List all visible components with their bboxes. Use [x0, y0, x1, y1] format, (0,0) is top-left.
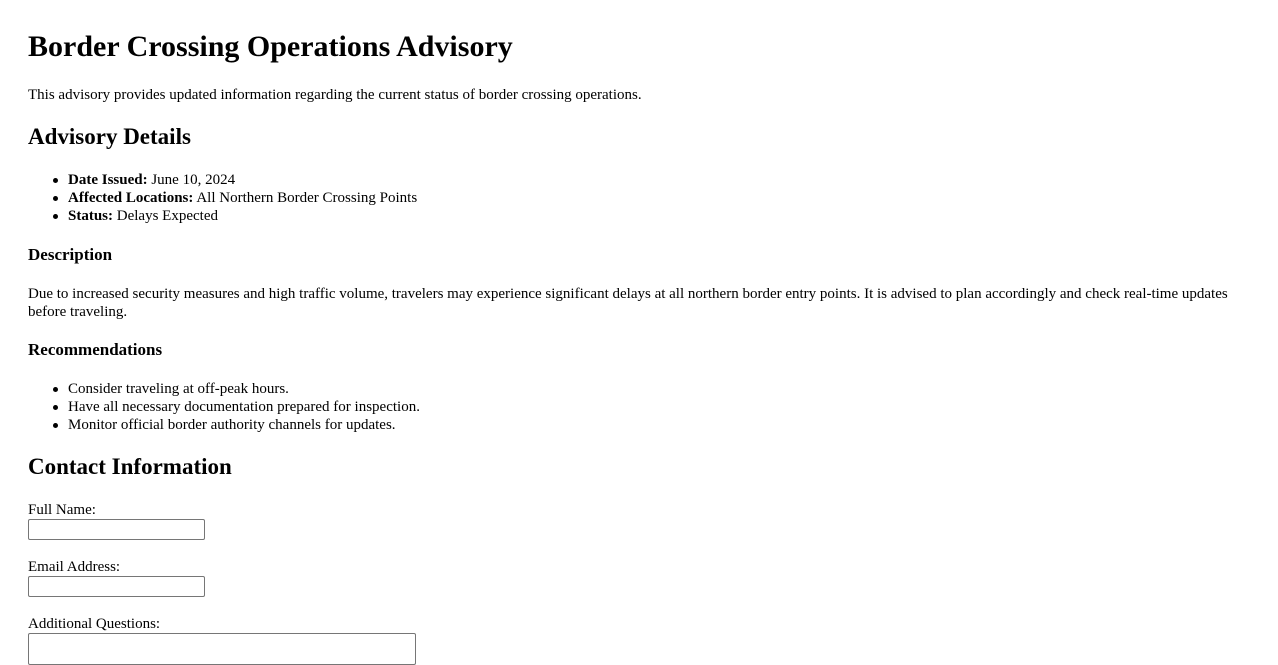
detail-value: All Northern Border Crossing Points	[196, 190, 418, 206]
bullet-icon	[53, 387, 58, 392]
contact-information-heading: Contact Information	[28, 454, 232, 479]
description-text: Due to increased security measures and high traffic volume, travelers may experience significant delays at all northern border entry points. It is advised to plan accordingly and check real-time updates before traveling.	[28, 286, 1228, 320]
detail-item-status	[68, 207, 417, 225]
detail-value: June 10, 2024	[151, 172, 236, 188]
recommendation-item	[68, 380, 420, 398]
detail-item-date-issued	[68, 171, 417, 189]
detail-label: Date Issued:	[68, 172, 148, 188]
bullet-icon	[53, 178, 58, 183]
intro-text: This advisory provides updated information regarding the current status of border crossing operations.	[28, 87, 642, 103]
recommendation-text: Have all necessary documentation prepared for inspection.	[68, 399, 420, 415]
advisory-details-list	[28, 171, 417, 225]
additional-questions-textarea[interactable]	[28, 633, 416, 665]
detail-value: Delays Expected	[116, 208, 218, 224]
bullet-icon	[53, 214, 58, 219]
page-title: Border Crossing Operations Advisory	[28, 30, 513, 63]
recommendations-heading: Recommendations	[28, 340, 163, 359]
detail-item-affected-locations	[68, 189, 417, 207]
advisory-details-heading: Advisory Details	[28, 124, 191, 149]
detail-label: Status:	[68, 208, 114, 224]
bullet-icon	[53, 196, 58, 201]
additional-questions-label: Additional Questions:	[28, 616, 161, 632]
recommendation-text: Consider traveling at off-peak hours.	[68, 381, 289, 397]
recommendations-list	[28, 380, 420, 434]
email-address-label: Email Address:	[28, 559, 121, 575]
recommendation-text: Monitor official border authority channels for updates.	[68, 417, 396, 433]
description-heading: Description	[28, 245, 113, 264]
email-address-input[interactable]	[28, 576, 205, 597]
bullet-icon	[53, 423, 58, 428]
recommendation-item	[68, 398, 420, 416]
full-name-label: Full Name:	[28, 502, 96, 518]
detail-label: Affected Locations:	[68, 190, 194, 206]
recommendation-item	[68, 416, 420, 434]
full-name-input[interactable]	[28, 519, 205, 540]
bullet-icon	[53, 405, 58, 410]
